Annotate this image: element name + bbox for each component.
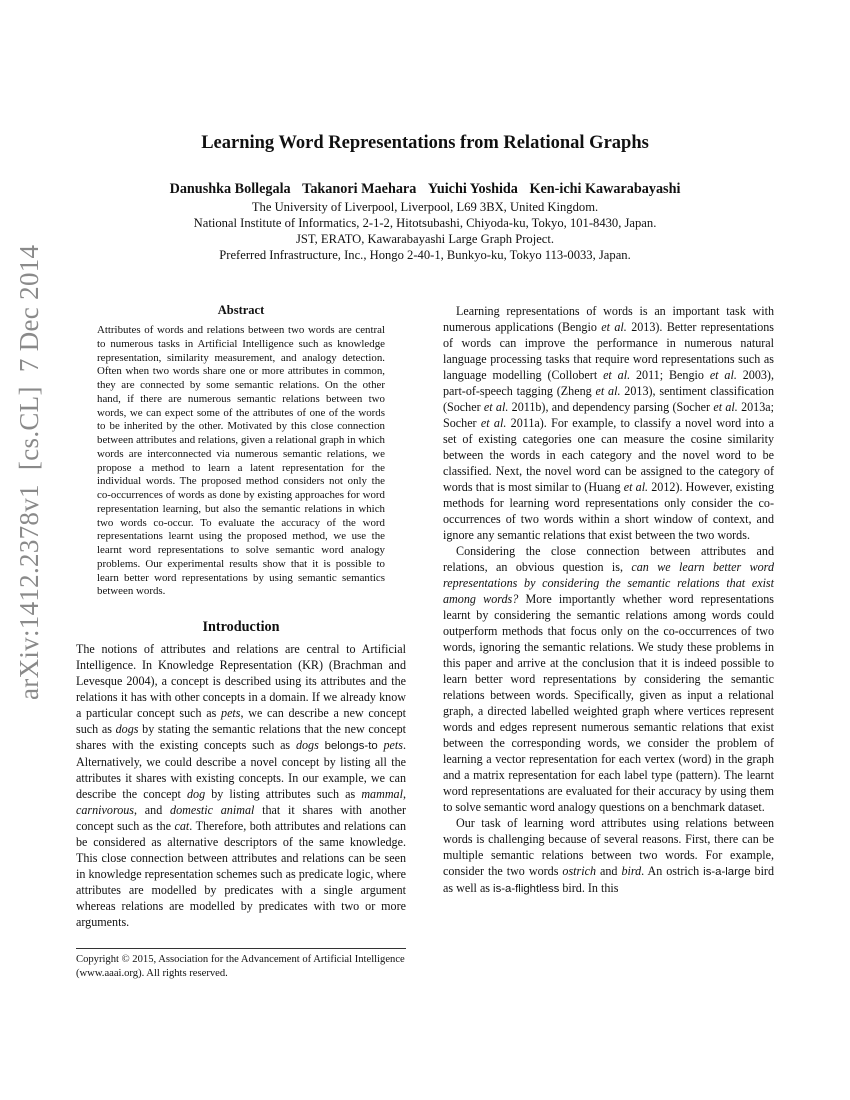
right-column bbox=[443, 303, 774, 897]
intro-paragraph-3: Considering the close connection between attributes and relations, an obvious question is, can we learn better word representations by considering the semantic relations that exist among words? More importantly whether word representations learnt by considering the semantic relations among words could outperform methods that focus only on the co-occurrences of two words, ignoring the semantic relations. We study these problems in this paper and arrive at the conclusion that it is indeed possible to learn better word representations by considering the semantic relations between words. Specifically, given as input a relational graph, a directed labelled weighted graph where vertices represent words and edges represent numerous semantic relations that exist between the corresponding words, we consider the problem of learning a vector representation for each vertex (word) in the graph and a matrix representation for each label type (pattern). The learnt word representations are evaluated for their accuracy by using them to solve semantic word analogy questions on a benchmark dataset. bbox=[443, 544, 774, 814]
paper-title: Learning Word Representations from Relational Graphs bbox=[201, 133, 649, 153]
affiliation: National Institute of Informatics, 2-1-2, Hitotsubashi, Chiyoda-ku, Tokyo, 101-8430, Japan. bbox=[193, 216, 657, 230]
author-name: Danushka Bollegala bbox=[169, 181, 291, 197]
author-name: Yuichi Yoshida bbox=[427, 181, 518, 197]
introduction-heading: Introduction bbox=[202, 619, 280, 635]
arxiv-date: 7 Dec 2014 bbox=[14, 244, 44, 373]
intro-paragraph-2: Learning representations of words is an important task with numerous applications (Bengio et al. 2013). Better representations of words can improve the performance in numerous natural language processing tasks that require word representations such as language modelling (Collobert et al. 2011; Bengio et al. 2003), part-of-speech tagging (Zheng et al. 2013), sentiment classification (Socher et al. 2011b), and dependency parsing (Socher et al. 2013a; Socher et al. 2011a). For example, to classify a novel word into a set of existing categories one can measure the cosine similarity between the words in each category and the novel word to be classified. Next, the novel word can be assigned to the category of words that is most similar to (Huang et al. 2012). However, existing methods for learning word representations only consider the co-occurrences of two words within a short window of context, and ignore any semantic relations that exist between the two words. bbox=[443, 304, 775, 542]
affiliation: JST, ERATO, Kawarabayashi Large Graph Project. bbox=[295, 232, 555, 246]
abstract-text: Attributes of words and relations between two words are central to numerous tasks in Artificial Intelligence such as knowledge representation, similarity measurement, and analogy detection. Often when two words share one or more attributes in common, they are connected by some semantic relations. On the other hand, if there are numerous semantic relations between two words, we can expect some of the attributes of one of the words to be inherited by the other. Motivated by this close connection between attributes and relations, given a relational graph in which words are interconnected via numerous semantic relations, we propose a method to learn a latent representation for the individual words. The proposed method considers not only the co-occurrences of words as done by existing approaches for word representation learning, but also the semantic relations in which two words co-occur. To evaluate the accuracy of the word representations learnt using the proposed method, we use the learnt word representations to solve semantic word analogy problems. Our experimental results show that it is possible to learn better word representations by using semantic semantics between words. bbox=[97, 324, 385, 598]
arxiv-identifier-stamp bbox=[6, 244, 52, 700]
intro-paragraph-4: Our task of learning word attributes using relations between words is challenging because of several reasons. First, there can be multiple semantic relations between two words. For example, consider the two words ostrich and bird. An ostrich is-a-large bird as well as is-a-flightless bird. In this bbox=[443, 816, 774, 895]
arxiv-id: arXiv:1412.2378v1 bbox=[14, 484, 44, 700]
copyright-notice: Copyright © 2015, Association for the Advancement of Artificial Intelligence (www.aaai.org). All rights reserved. bbox=[76, 948, 406, 981]
affiliation: The University of Liverpool, Liverpool, L69 3BX, United Kingdom. bbox=[251, 200, 599, 214]
affiliation: Preferred Infrastructure, Inc., Hongo 2-40-1, Bunkyo-ku, Tokyo 113-0033, Japan. bbox=[219, 248, 631, 262]
intro-paragraph-1: The notions of attributes and relations are central to Artificial Intelligence. In Knowledge Representation (KR) (Brachman and Levesque 2004), a concept is described using its attributes and the relations it has with other concepts in a domain. If we already know a particular concept such as pets, we can describe a new concept such as dogs by stating the semantic relations that the new concept shares with the existing concepts such as dogs belongs-to pets. Alternatively, we could describe a novel concept by listing all the attributes it shares with existing concepts. In our example, we can describe the concept dog by listing attributes such as mammal, carnivorous, and domestic animal that it shares with another concept such as the cat. Therefore, both attributes and relations can be considered as alternative descriptors of the same knowledge. This close connection between attributes and relations can be seen in knowledge representation schemes such as predicate logic, where attributes are modelled by predicates with a single argument whereas relations are modelled by predicates with two or more arguments. bbox=[76, 642, 407, 929]
author-name: Ken-ichi Kawarabayashi bbox=[529, 181, 681, 197]
author-name: Takanori Maehara bbox=[302, 181, 417, 197]
arxiv-category: [cs.CL] bbox=[14, 386, 44, 471]
author-list bbox=[0, 181, 850, 198]
left-column bbox=[76, 302, 406, 930]
affiliation-list bbox=[0, 199, 850, 263]
abstract-heading: Abstract bbox=[217, 303, 265, 317]
